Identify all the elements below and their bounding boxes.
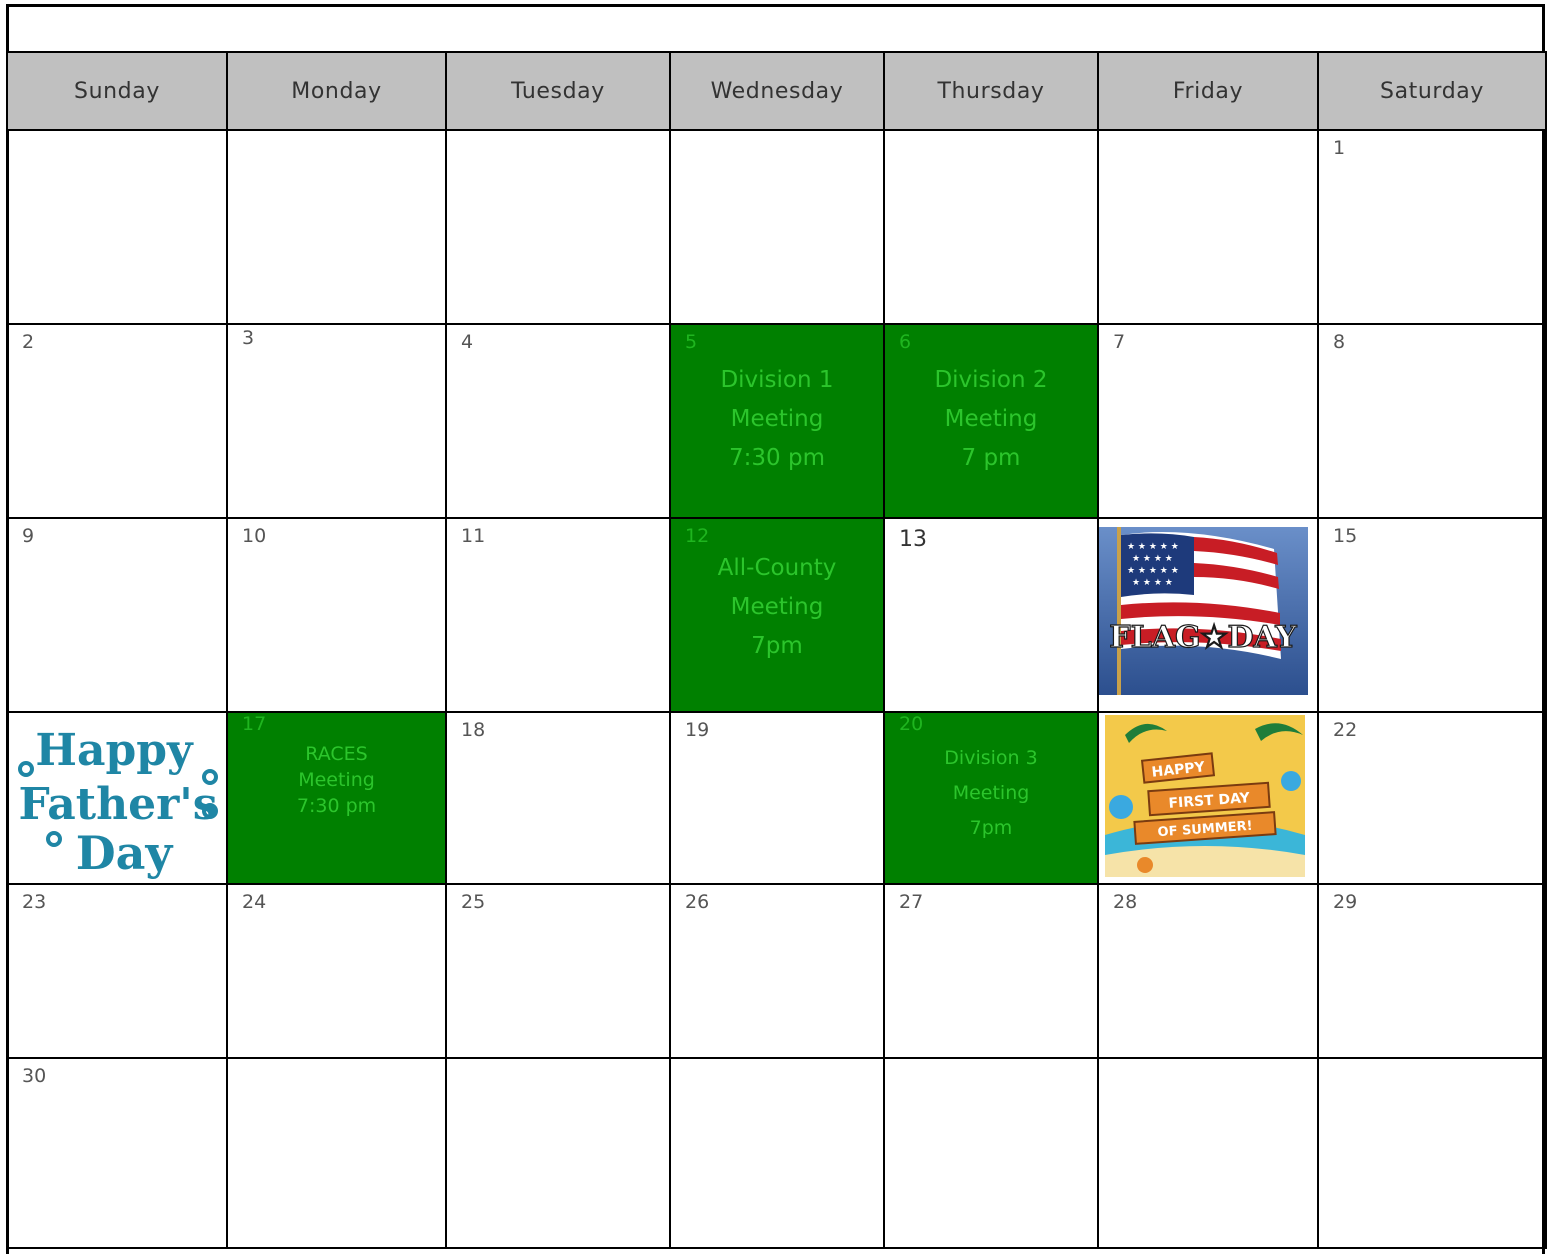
- day-cell[interactable]: [1318, 884, 1546, 1058]
- event-line: 7:30 pm: [296, 795, 377, 817]
- day-cell[interactable]: [446, 518, 670, 712]
- day-cell[interactable]: [1318, 518, 1546, 712]
- day-cell[interactable]: [1318, 324, 1546, 518]
- day-cell[interactable]: [670, 712, 884, 884]
- day-cell[interactable]: [1098, 324, 1318, 518]
- day-cell[interactable]: [7, 324, 227, 518]
- event-line: 7pm: [969, 817, 1013, 839]
- day-cell[interactable]: [884, 518, 1098, 712]
- event-line: Division 3: [944, 747, 1038, 769]
- day-number: 23: [22, 891, 47, 913]
- day-cell[interactable]: [884, 130, 1098, 324]
- week-row: [7, 324, 1546, 518]
- day-number: 27: [899, 891, 924, 913]
- first-day-of-summer-image: [1105, 715, 1305, 877]
- event-all-county-meeting[interactable]: [671, 549, 883, 666]
- day-cell-meeting[interactable]: [884, 324, 1098, 518]
- day-number: 13: [899, 527, 927, 552]
- day-cell[interactable]: [1098, 712, 1318, 884]
- day-cell-meeting[interactable]: [670, 324, 884, 518]
- event-line: 7pm: [751, 633, 803, 659]
- flag-day-text: FLAG★DAY: [1109, 620, 1297, 655]
- day-cell[interactable]: [7, 518, 227, 712]
- day-cell[interactable]: [1318, 130, 1546, 324]
- weekday-header-row: [7, 52, 1546, 130]
- day-cell[interactable]: [446, 324, 670, 518]
- header-tuesday: Tuesday: [446, 52, 670, 130]
- day-cell[interactable]: [884, 884, 1098, 1058]
- day-number: 3: [242, 327, 255, 349]
- day-cell[interactable]: [7, 884, 227, 1058]
- summer-line: HAPPY: [1150, 759, 1206, 781]
- day-number: 22: [1333, 719, 1358, 741]
- svg-text:★ ★ ★ ★ ★: ★ ★ ★ ★ ★: [1127, 542, 1179, 552]
- summer-line: FIRST DAY: [1168, 790, 1251, 812]
- day-cell-meeting[interactable]: [884, 712, 1098, 884]
- day-number: 9: [22, 525, 35, 547]
- week-row: [7, 884, 1546, 1058]
- day-number: 12: [685, 525, 710, 547]
- day-number: 20: [899, 713, 924, 735]
- day-cell[interactable]: [1098, 1058, 1318, 1248]
- day-number: 2: [22, 331, 35, 353]
- day-cell[interactable]: [227, 130, 446, 324]
- day-number: 15: [1333, 525, 1358, 547]
- day-cell[interactable]: [7, 1058, 227, 1248]
- day-cell[interactable]: [884, 1058, 1098, 1248]
- summer-line: OF SUMMER!: [1157, 818, 1254, 841]
- event-division-1-meeting[interactable]: [671, 361, 883, 478]
- day-cell[interactable]: [1098, 130, 1318, 324]
- day-number: 8: [1333, 331, 1346, 353]
- day-cell[interactable]: [446, 884, 670, 1058]
- day-number: 6: [899, 331, 912, 353]
- event-line: All-County: [717, 555, 837, 581]
- day-number: 4: [461, 331, 474, 353]
- day-number: 30: [22, 1065, 47, 1087]
- event-line: 7 pm: [961, 445, 1021, 471]
- day-number: 19: [685, 719, 710, 741]
- day-cell[interactable]: [1318, 712, 1546, 884]
- day-number: 24: [242, 891, 267, 913]
- day-number: 29: [1333, 891, 1358, 913]
- flag-day-image: [1099, 527, 1308, 695]
- day-cell[interactable]: [446, 1058, 670, 1248]
- day-cell[interactable]: [227, 884, 446, 1058]
- day-number: 26: [685, 891, 710, 913]
- header-friday: Friday: [1098, 52, 1318, 130]
- day-cell[interactable]: [670, 884, 884, 1058]
- day-cell[interactable]: [7, 130, 227, 324]
- event-line: Meeting: [944, 406, 1038, 432]
- svg-text:★ ★ ★ ★: ★ ★ ★ ★: [1132, 578, 1173, 588]
- fathers-day-line: Day: [75, 826, 173, 879]
- day-cell[interactable]: [7, 712, 227, 884]
- day-number: 5: [685, 331, 698, 353]
- day-cell[interactable]: [446, 130, 670, 324]
- day-number: 10: [242, 525, 267, 547]
- svg-text:★ ★ ★ ★ ★: ★ ★ ★ ★ ★: [1127, 566, 1179, 576]
- header-sunday: Sunday: [7, 52, 227, 130]
- event-line: RACES: [305, 743, 368, 765]
- day-number: 18: [461, 719, 486, 741]
- svg-text:★ ★ ★ ★: ★ ★ ★ ★: [1132, 554, 1173, 564]
- event-division-3-meeting[interactable]: [885, 741, 1097, 846]
- week-row: [7, 712, 1546, 884]
- week-row: [7, 518, 1546, 712]
- day-number: 7: [1113, 331, 1126, 353]
- header-wednesday: Wednesday: [670, 52, 884, 130]
- day-number: 25: [461, 891, 486, 913]
- header-monday: Monday: [227, 52, 446, 130]
- day-cell[interactable]: [227, 1058, 446, 1248]
- day-cell[interactable]: [227, 518, 446, 712]
- header-saturday: Saturday: [1318, 52, 1546, 130]
- day-cell[interactable]: [227, 324, 446, 518]
- day-number: 11: [461, 525, 486, 547]
- header-thursday: Thursday: [884, 52, 1098, 130]
- day-cell[interactable]: [670, 1058, 884, 1248]
- day-number: 1: [1333, 137, 1346, 159]
- week-row: [7, 1058, 1546, 1248]
- fathers-day-line: Happy: [35, 725, 193, 776]
- event-line: Meeting: [952, 782, 1030, 804]
- event-line: 7:30 pm: [729, 445, 825, 471]
- event-line: Meeting: [730, 406, 824, 432]
- event-line: Meeting: [730, 594, 824, 620]
- event-line: Division 2: [934, 367, 1048, 393]
- day-cell[interactable]: [1098, 518, 1318, 712]
- calendar-grid: [6, 51, 1547, 1249]
- day-number: 17: [242, 713, 267, 735]
- day-cell-meeting[interactable]: [670, 518, 884, 712]
- day-cell-meeting[interactable]: [227, 712, 446, 884]
- fathers-day-image: [14, 719, 222, 879]
- day-number: 28: [1113, 891, 1138, 913]
- event-line: Division 1: [720, 367, 834, 393]
- fathers-day-line: Father's: [18, 779, 218, 830]
- event-division-2-meeting[interactable]: [885, 361, 1097, 478]
- week-row: [7, 130, 1546, 324]
- event-races-meeting[interactable]: [228, 741, 445, 819]
- day-cell[interactable]: [1098, 884, 1318, 1058]
- day-cell[interactable]: [1318, 1058, 1546, 1248]
- event-line: Meeting: [298, 769, 375, 791]
- day-cell[interactable]: [670, 130, 884, 324]
- day-cell[interactable]: [446, 712, 670, 884]
